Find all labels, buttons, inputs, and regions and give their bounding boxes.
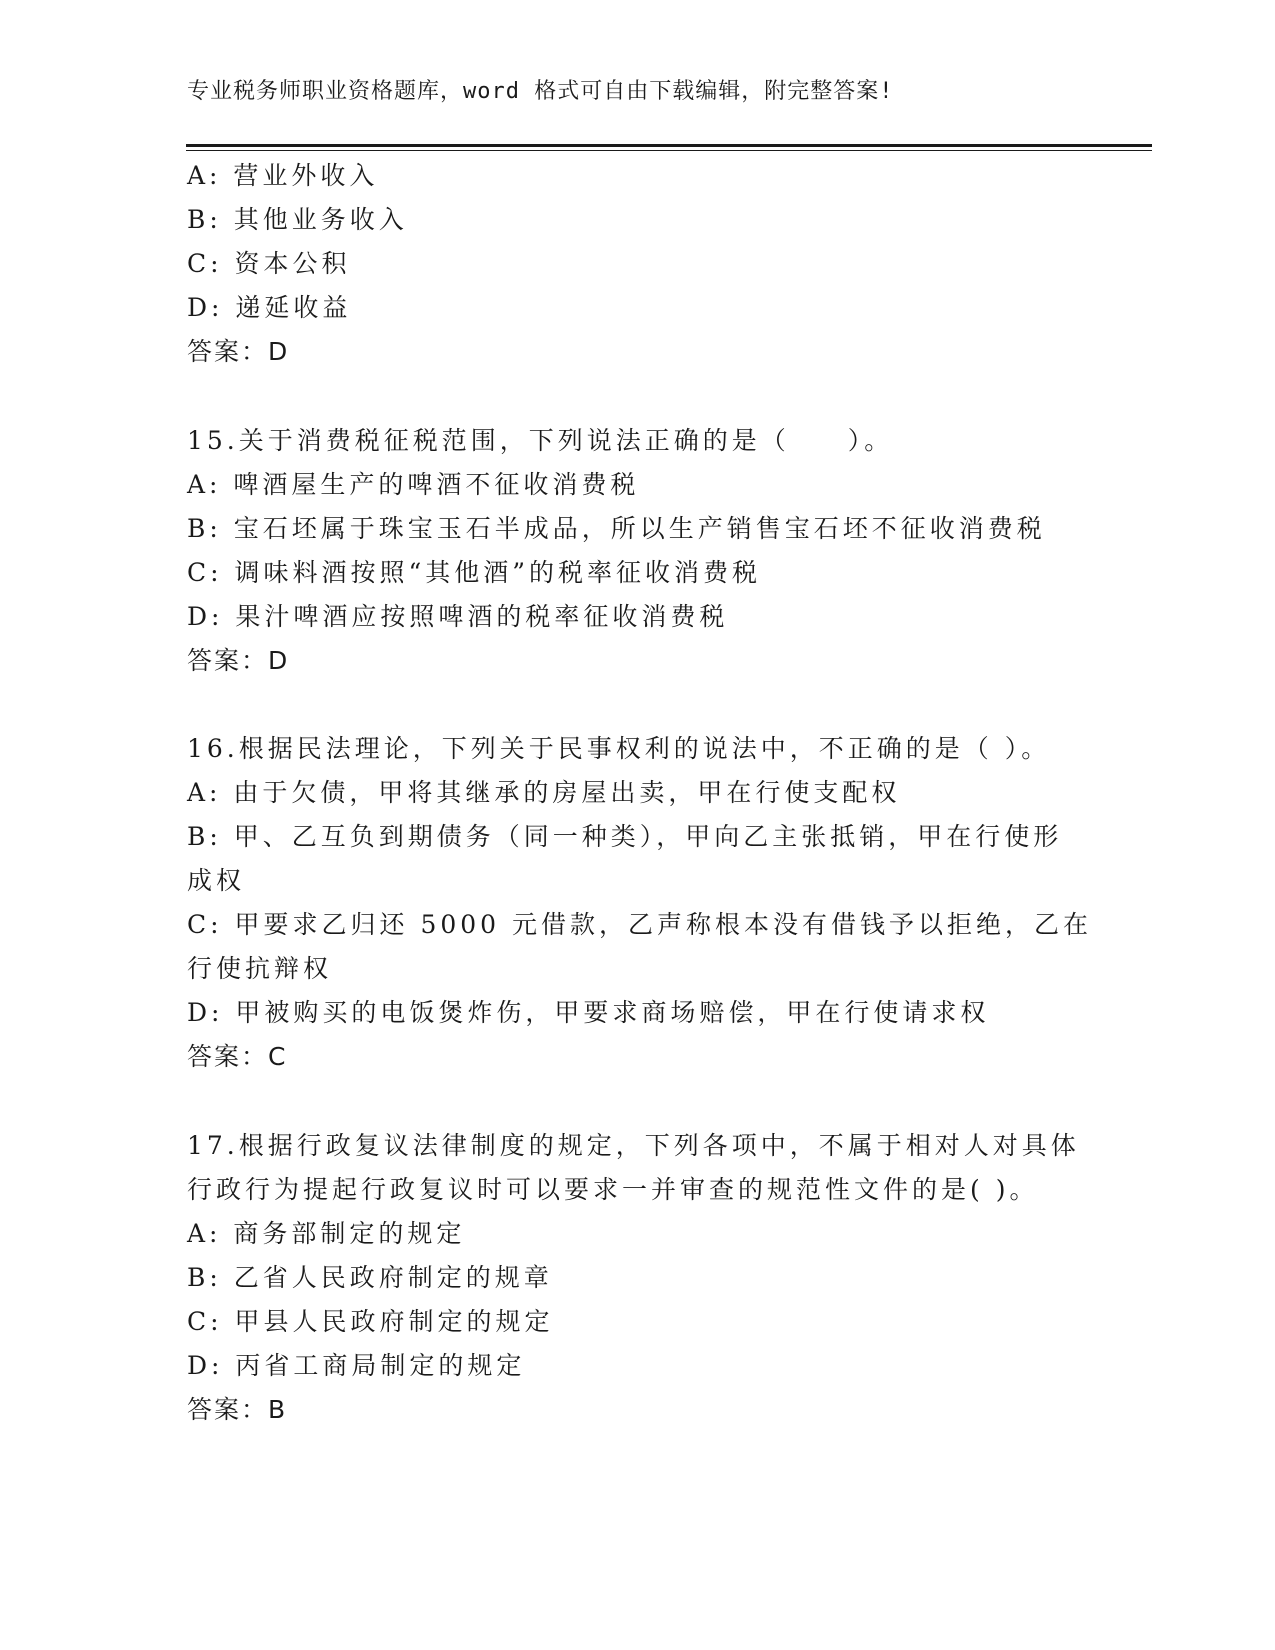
q17-option-c: C: 甲县人民政府制定的规定 bbox=[187, 1307, 554, 1336]
header-divider-thin bbox=[186, 150, 1152, 151]
q14-option-d: D: 递延收益 bbox=[187, 293, 352, 322]
q17-answer: 答案：B bbox=[187, 1395, 288, 1424]
q15-option-c: C: 调味料酒按照“其他酒”的税率征收消费税 bbox=[187, 558, 762, 587]
q15-option-d: D: 果汁啤酒应按照啤酒的税率征收消费税 bbox=[187, 602, 729, 631]
q16-option-a: A: 由于欠债，甲将其继承的房屋出卖，甲在行使支配权 bbox=[187, 778, 901, 807]
header-divider-thick bbox=[186, 144, 1152, 147]
q14-answer: 答案：D bbox=[187, 337, 290, 366]
q17-stem-line2: 行政行为提起行政复议时可以要求一并审查的规范性文件的是( )。 bbox=[187, 1175, 1039, 1204]
q14-option-c: C: 资本公积 bbox=[187, 249, 351, 278]
q15-option-a: A: 啤酒屋生产的啤酒不征收消费税 bbox=[187, 470, 640, 499]
q17-stem-line1: 17.根据行政复议法律制度的规定，下列各项中，不属于相对人对具体 bbox=[187, 1131, 1080, 1160]
q16-option-b-line2: 成权 bbox=[187, 866, 246, 895]
q16-option-d: D: 甲被购买的电饭煲炸伤，甲要求商场赔偿，甲在行使请求权 bbox=[187, 998, 990, 1027]
q16-option-b-line1: B: 甲、乙互负到期债务（同一种类），甲向乙主张抵销，甲在行使形 bbox=[187, 822, 1063, 851]
page-header: 专业税务师职业资格题库，word 格式可自由下载编辑，附完整答案! bbox=[187, 79, 894, 104]
q16-answer: 答案：C bbox=[187, 1042, 288, 1071]
q15-answer: 答案：D bbox=[187, 646, 290, 675]
q17-option-d: D: 丙省工商局制定的规定 bbox=[187, 1351, 526, 1380]
q17-option-a: A: 商务部制定的规定 bbox=[187, 1219, 466, 1248]
q14-option-b: B: 其他业务收入 bbox=[187, 205, 408, 234]
q15-stem: 15.关于消费税征税范围，下列说法正确的是（ ）。 bbox=[187, 426, 894, 455]
q16-option-c-line2: 行使抗辩权 bbox=[187, 954, 333, 983]
q16-stem: 16.根据民法理论，下列关于民事权利的说法中，不正确的是（ ）。 bbox=[187, 734, 1051, 763]
q14-option-a: A: 营业外收入 bbox=[187, 161, 379, 190]
q16-option-c-line1: C: 甲要求乙归还 5000 元借款，乙声称根本没有借钱予以拒绝，乙在 bbox=[187, 910, 1093, 939]
q15-option-b: B: 宝石坯属于珠宝玉石半成品，所以生产销售宝石坯不征收消费税 bbox=[187, 514, 1046, 543]
q17-option-b: B: 乙省人民政府制定的规章 bbox=[187, 1263, 553, 1292]
